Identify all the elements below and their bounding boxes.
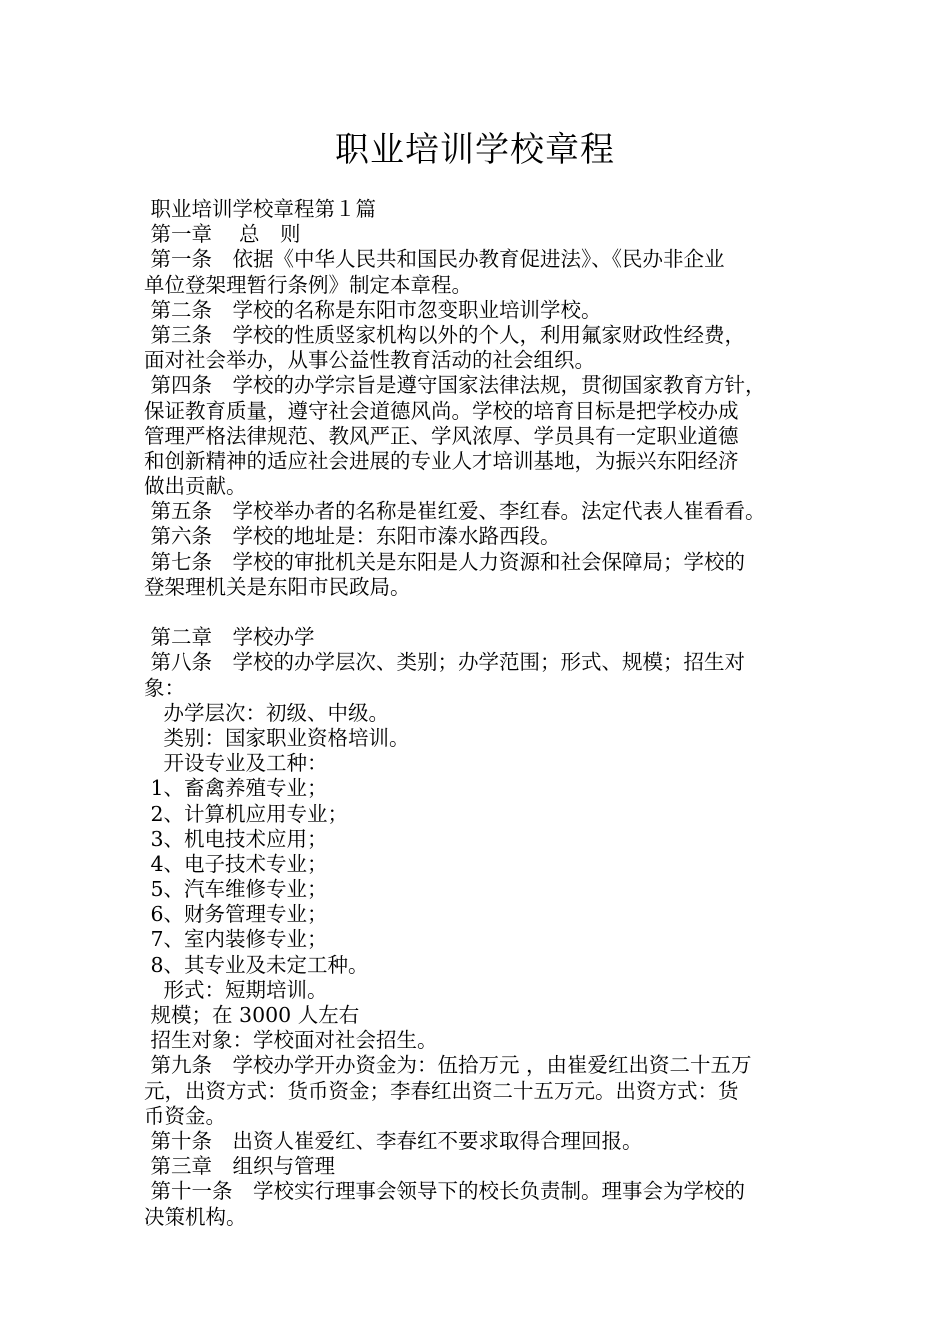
text-line: 第八条 学校的办学层次、类别；办学范围；形式、规模；招生对 (144, 650, 746, 675)
text-line: 4、电子技术专业； (144, 851, 328, 876)
text-line: 第二章 学校办学 (144, 625, 315, 650)
text-line: 管理严格法律规范、教风严正、学风浓厚、学员具有一定职业道德 (144, 423, 739, 448)
text-line: 第一章 总 则 (144, 222, 301, 247)
text-line: 第十条 出资人崔爱红、李春红不要求取得合理回报。 (144, 1128, 643, 1153)
text-line: 类别：国家职业资格培训。 (144, 725, 410, 750)
text-line: 决策机构。 (144, 1204, 247, 1229)
document-body (144, 197, 810, 1230)
text-line: 第十一条 学校实行理事会领导下的校长负责制。理事会为学校的 (144, 1179, 746, 1204)
text-line: 第五条 学校举办者的名称是崔红爱、李红春。法定代表人崔看看。 (144, 499, 766, 524)
text-line: 1、畜禽养殖专业； (144, 776, 328, 801)
text-line: 第三条 学校的性质竖家机构以外的个人，利用氟家财政性经费， (144, 322, 746, 347)
text-line: 和创新精神的适应社会进展的专业人才培训基地，为振兴东阳经济 (144, 448, 739, 473)
text-line: 象： (144, 675, 185, 700)
text-line: 第九条 学校办学开办资金为：伍拾万元 ，由崔爱红出资二十五万 (144, 1053, 752, 1078)
document-title: 职业培训学校章程 (335, 130, 615, 170)
text-line: 职业培训学校章程第１篇 (144, 197, 377, 221)
text-line: 第三章 组织与管理 (144, 1154, 336, 1179)
text-line: 开设专业及工种： (144, 751, 328, 776)
text-line: 第七条 学校的审批机关是东阳是人力资源和社会保障局；学校的 (144, 549, 746, 574)
text-line: 第二条 学校的名称是东阳市忽变职业培训学校。 (144, 297, 602, 322)
blank-line (144, 600, 810, 625)
text-line: 第一条 依据《中华人民共和国民办教育促进法》、《民办非企业 (144, 247, 725, 272)
text-line: 做出贡献。 (144, 474, 247, 499)
text-line: 保证教育质量，遵守社会道德风尚。学校的培育目标是把学校办成 (144, 398, 739, 423)
text-line: 6、财务管理专业； (144, 902, 328, 927)
text-line: 办学层次：初级、中级。 (144, 700, 390, 725)
text-line: 规模；在 3000 人左右 (144, 1003, 360, 1027)
text-line: 单位登架理暂行条例》制定本章程。 (144, 272, 472, 297)
text-line: 登架理机关是东阳市民政局。 (144, 574, 411, 599)
text-line: 第六条 学校的地址是：东阳市溱水路西段。 (144, 524, 561, 549)
text-line: 5、汽车维修专业； (144, 877, 328, 902)
text-line: 面对社会举办，从事公益性教育活动的社会组织。 (144, 348, 595, 373)
text-line: 元，出资方式：货币资金；李春红出资二十五万元。出资方式：货 (144, 1078, 739, 1103)
text-line: 2、计算机应用专业； (144, 801, 349, 826)
text-line: 招生对象：学校面对社会招生。 (144, 1028, 438, 1053)
text-line: 7、室内装修专业； (144, 927, 328, 952)
text-line: 币资金。 (144, 1103, 226, 1128)
text-line: 形式：短期培训。 (144, 977, 328, 1002)
text-line: 第四条 学校的办学宗旨是遵守国家法律法规，贯彻国家教育方针， (144, 373, 766, 398)
text-line: 3、机电技术应用； (144, 826, 328, 851)
text-line: 8、其专业及未定工种。 (144, 952, 369, 977)
